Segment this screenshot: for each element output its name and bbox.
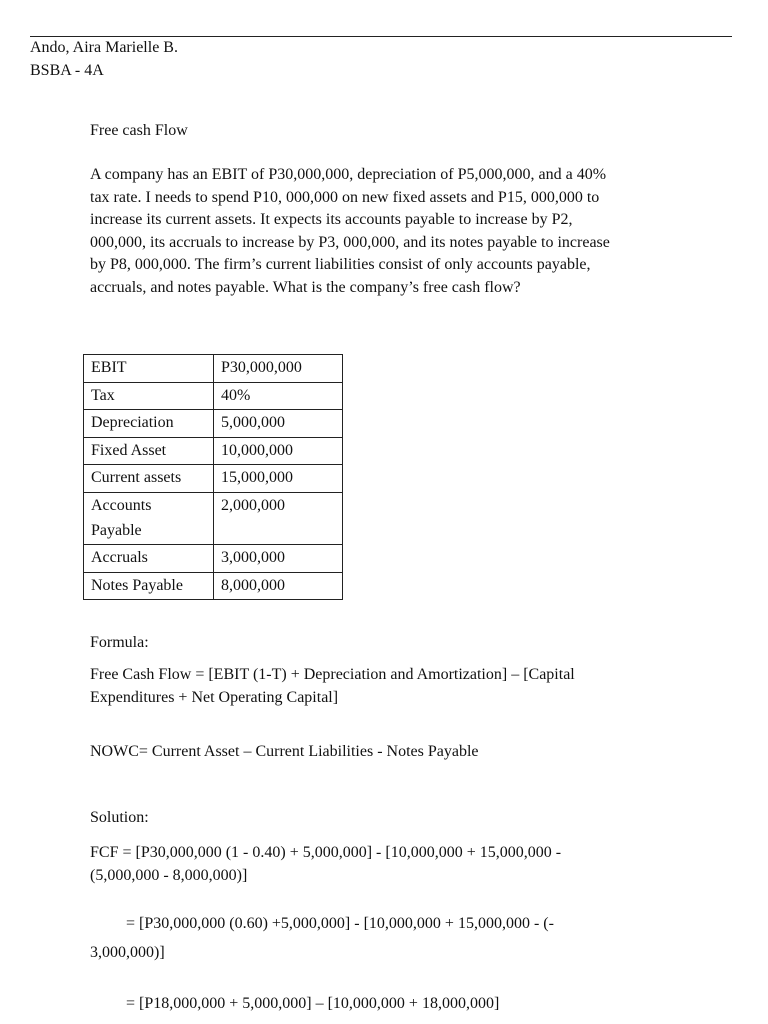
- row-value: 40%: [214, 382, 343, 410]
- problem-line: tax rate. I needs to spend P10, 000,000 on new fixed assets and P15, 000,000 to: [90, 188, 600, 206]
- given-data-table: [83, 354, 343, 600]
- table-row: [84, 382, 343, 410]
- row-value: 2,000,000: [214, 492, 343, 544]
- header-rule: [30, 36, 732, 37]
- row-value: 8,000,000: [214, 572, 343, 600]
- row-label: Tax: [84, 382, 214, 410]
- table-row: [84, 545, 343, 573]
- formula-label: Formula:: [90, 634, 149, 651]
- solution-step-1: [90, 842, 561, 887]
- row-label-line: Accounts: [91, 496, 152, 514]
- student-class: BSBA - 4A: [30, 62, 104, 79]
- solution-line: FCF = [P30,000,000 (1 - 0.40) + 5,000,000] - [10,000,000 + 15,000,000 -: [90, 844, 562, 861]
- section-title: Free cash Flow: [90, 122, 188, 139]
- table-row: [84, 465, 343, 493]
- solution-step-3: = [P18,000,000 + 5,000,000] – [10,000,000 + 18,000,000]: [126, 995, 500, 1012]
- row-label: Fixed Asset: [84, 437, 214, 465]
- solution-step-2-line-2: 3,000,000)]: [90, 944, 165, 961]
- row-value: 5,000,000: [214, 410, 343, 438]
- row-value: 15,000,000: [214, 465, 343, 493]
- table-row: [84, 410, 343, 438]
- problem-line: accruals, and notes payable. What is the company’s free cash flow?: [90, 278, 521, 296]
- problem-line: increase its current assets. It expects its accounts payable to increase by P2,: [90, 211, 573, 229]
- problem-statement: [90, 164, 690, 300]
- table-row: [84, 437, 343, 465]
- problem-line: by P8, 000,000. The firm’s current liabilities consist of only accounts payable,: [90, 256, 591, 274]
- row-value: 3,000,000: [214, 545, 343, 573]
- row-value: 10,000,000: [214, 437, 343, 465]
- student-name: Ando, Aira Marielle B.: [30, 39, 178, 56]
- row-label: Notes Payable: [84, 572, 214, 600]
- row-label-line: Payable: [91, 521, 142, 539]
- solution-label: Solution:: [90, 809, 149, 826]
- row-label: Depreciation: [84, 410, 214, 438]
- table-row: [84, 572, 343, 600]
- formula-line: Expenditures + Net Operating Capital]: [90, 688, 339, 706]
- problem-line: A company has an EBIT of P30,000,000, depreciation of P5,000,000, and a 40%: [90, 166, 607, 183]
- table-row: [84, 355, 343, 383]
- fcf-formula: [90, 664, 575, 709]
- row-label: Accruals: [84, 545, 214, 573]
- formula-line: Free Cash Flow = [EBIT (1-T) + Depreciation and Amortization] – [Capital: [90, 666, 575, 683]
- row-value: P30,000,000: [214, 355, 343, 383]
- row-label: [84, 492, 214, 544]
- nowc-formula: NOWC= Current Asset – Current Liabilities - Notes Payable: [90, 743, 479, 760]
- row-label: Current assets: [84, 465, 214, 493]
- table-row: [84, 492, 343, 544]
- row-label: EBIT: [84, 355, 214, 383]
- solution-step-2-line-1: = [P30,000,000 (0.60) +5,000,000] - [10,000,000 + 15,000,000 - (-: [126, 915, 554, 932]
- solution-line: (5,000,000 - 8,000,000)]: [90, 866, 248, 884]
- problem-line: 000,000, its accruals to increase by P3, 000,000, and its notes payable to increase: [90, 233, 610, 251]
